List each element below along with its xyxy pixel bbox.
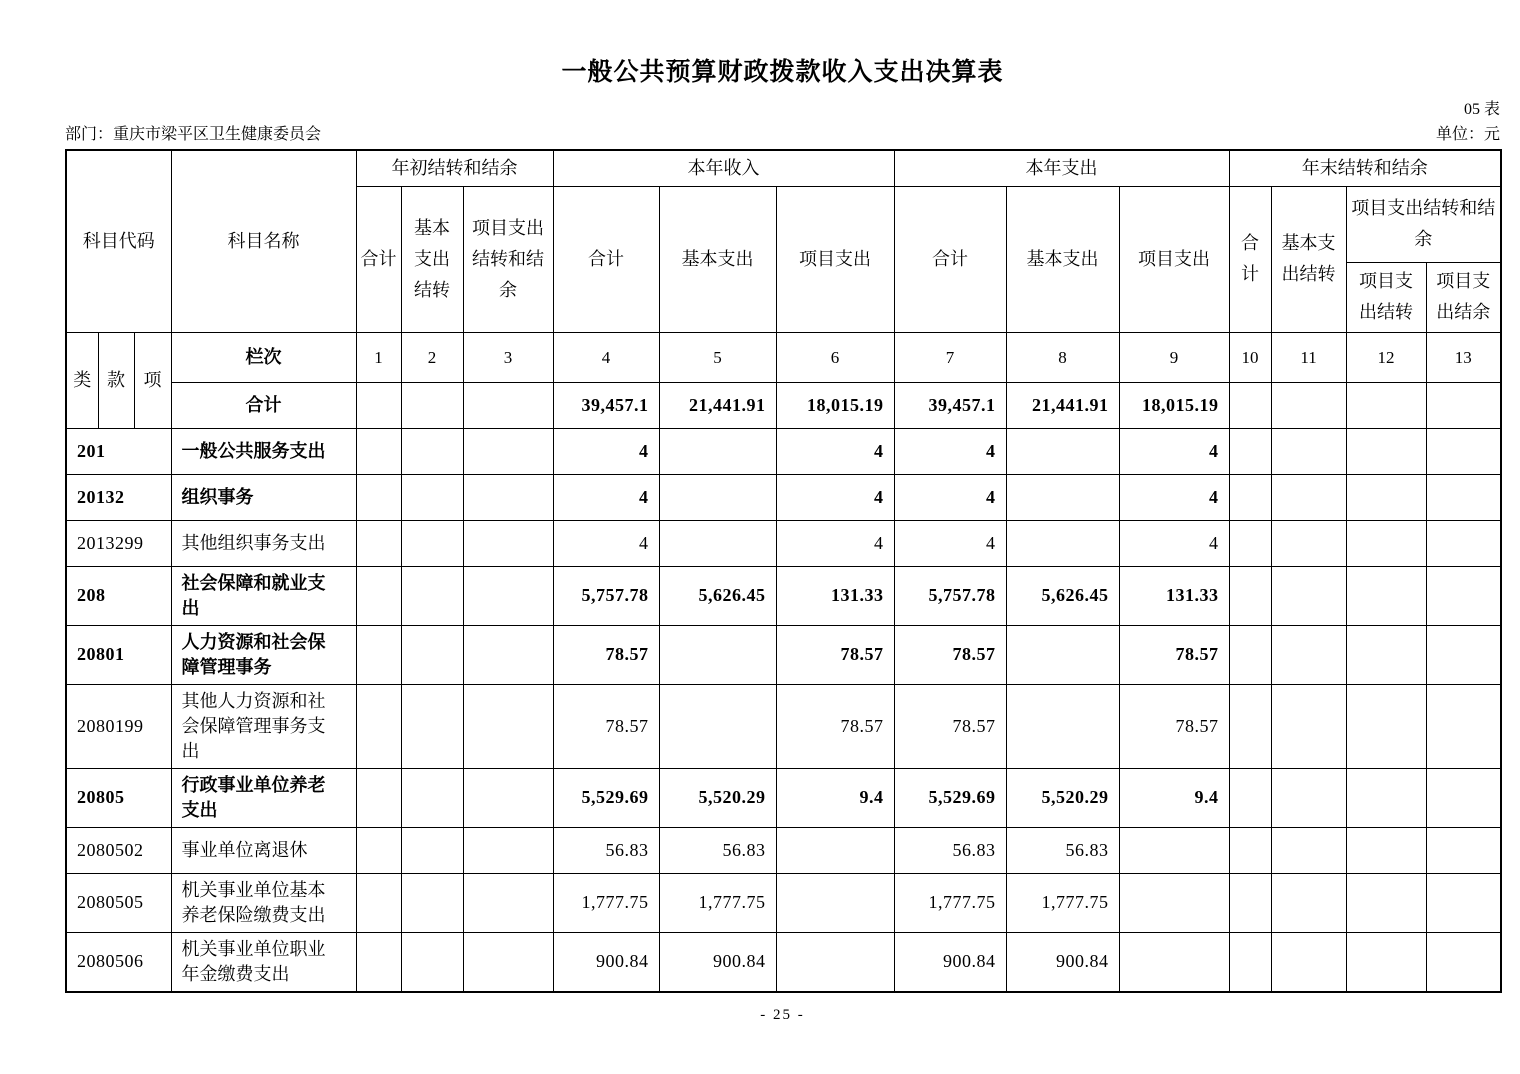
total-value-cell: 39,457.1 xyxy=(894,382,1006,428)
value-cell xyxy=(356,625,401,684)
subject-code-cell: 20132 xyxy=(66,474,171,520)
total-value-cell xyxy=(1271,382,1346,428)
value-cell: 4 xyxy=(1119,474,1229,520)
col-header-7: 合计 xyxy=(894,186,1006,332)
value-cell: 1,777.75 xyxy=(659,873,776,932)
col-number: 6 xyxy=(776,332,894,382)
value-cell xyxy=(356,684,401,768)
value-cell xyxy=(463,474,553,520)
value-cell: 5,529.69 xyxy=(894,768,1006,827)
value-cell: 4 xyxy=(776,520,894,566)
subject-name-cell: 一般公共服务支出 xyxy=(171,428,356,474)
code-part-kuan: 款 xyxy=(98,332,134,428)
table-body xyxy=(66,332,1501,992)
value-cell xyxy=(1346,566,1426,625)
total-value-cell xyxy=(1426,382,1501,428)
value-cell: 900.84 xyxy=(659,932,776,992)
value-cell xyxy=(1346,932,1426,992)
total-value-cell xyxy=(463,382,553,428)
value-cell xyxy=(463,827,553,873)
value-cell: 5,757.78 xyxy=(894,566,1006,625)
col-header-2: 基本支出结转 xyxy=(401,186,463,332)
value-cell xyxy=(1229,625,1271,684)
value-cell xyxy=(1346,428,1426,474)
value-cell xyxy=(356,428,401,474)
value-cell: 1,777.75 xyxy=(553,873,659,932)
table-header xyxy=(66,150,1501,332)
table-row xyxy=(66,625,1501,684)
value-cell xyxy=(1271,768,1346,827)
value-cell: 4 xyxy=(894,428,1006,474)
subject-code-cell: 2080506 xyxy=(66,932,171,992)
col-header-5: 基本支出 xyxy=(659,186,776,332)
value-cell: 131.33 xyxy=(1119,566,1229,625)
value-cell: 131.33 xyxy=(776,566,894,625)
table-row xyxy=(66,827,1501,873)
value-cell xyxy=(1229,827,1271,873)
value-cell xyxy=(1426,520,1501,566)
col-header-12: 项目支出结转 xyxy=(1346,262,1426,332)
col-number: 10 xyxy=(1229,332,1271,382)
col-header-9: 项目支出 xyxy=(1119,186,1229,332)
value-cell xyxy=(1006,474,1119,520)
value-cell: 4 xyxy=(776,474,894,520)
value-cell xyxy=(401,827,463,873)
subject-name-cell: 社会保障和就业支出 xyxy=(171,566,356,625)
subject-name-cell: 机关事业单位职业年金缴费支出 xyxy=(171,932,356,992)
col-header-8: 基本支出 xyxy=(1006,186,1119,332)
total-value-cell: 39,457.1 xyxy=(553,382,659,428)
value-cell xyxy=(659,428,776,474)
total-value-cell: 18,015.19 xyxy=(776,382,894,428)
group-begin-year: 年初结转和结余 xyxy=(356,150,553,186)
value-cell xyxy=(1271,827,1346,873)
value-cell: 5,520.29 xyxy=(1006,768,1119,827)
table-row xyxy=(66,428,1501,474)
value-cell xyxy=(401,625,463,684)
col-number: 5 xyxy=(659,332,776,382)
value-cell: 4 xyxy=(1119,520,1229,566)
value-cell: 4 xyxy=(894,520,1006,566)
value-cell xyxy=(401,428,463,474)
value-cell xyxy=(463,873,553,932)
value-cell: 1,777.75 xyxy=(894,873,1006,932)
table-row xyxy=(66,873,1501,932)
col-number: 3 xyxy=(463,332,553,382)
value-cell xyxy=(1426,932,1501,992)
subject-code-cell: 2013299 xyxy=(66,520,171,566)
value-cell xyxy=(1229,520,1271,566)
total-value-cell xyxy=(1229,382,1271,428)
total-row xyxy=(66,382,1501,428)
subject-name-cell: 人力资源和社会保障管理事务 xyxy=(171,625,356,684)
value-cell xyxy=(1426,428,1501,474)
col-number: 9 xyxy=(1119,332,1229,382)
col-header-4: 合计 xyxy=(553,186,659,332)
subject-name-header: 科目名称 xyxy=(171,150,356,332)
value-cell xyxy=(1426,684,1501,768)
value-cell: 78.57 xyxy=(1119,625,1229,684)
total-value-cell: 21,441.91 xyxy=(659,382,776,428)
subject-name-cell: 机关事业单位基本养老保险缴费支出 xyxy=(171,873,356,932)
subject-name-cell: 行政事业单位养老支出 xyxy=(171,768,356,827)
value-cell xyxy=(1271,625,1346,684)
value-cell xyxy=(1346,474,1426,520)
value-cell xyxy=(401,520,463,566)
value-cell: 5,626.45 xyxy=(659,566,776,625)
col-number: 4 xyxy=(553,332,659,382)
value-cell xyxy=(1229,873,1271,932)
value-cell: 900.84 xyxy=(894,932,1006,992)
col-header-1: 合计 xyxy=(356,186,401,332)
table-row xyxy=(66,474,1501,520)
subject-name-cell: 事业单位离退休 xyxy=(171,827,356,873)
value-cell: 900.84 xyxy=(1006,932,1119,992)
col-number: 1 xyxy=(356,332,401,382)
value-cell xyxy=(1346,520,1426,566)
value-cell xyxy=(1229,428,1271,474)
value-cell xyxy=(1426,768,1501,827)
value-cell xyxy=(776,873,894,932)
value-cell xyxy=(1229,932,1271,992)
value-cell xyxy=(463,768,553,827)
code-part-xiang: 项 xyxy=(134,332,171,428)
total-value-cell: 21,441.91 xyxy=(1006,382,1119,428)
value-cell xyxy=(356,827,401,873)
col-header-3: 项目支出结转和结余 xyxy=(463,186,553,332)
subgroup-project-carryover: 项目支出结转和结余 xyxy=(1346,186,1501,262)
value-cell xyxy=(1426,873,1501,932)
value-cell xyxy=(463,625,553,684)
total-value-cell xyxy=(1346,382,1426,428)
subject-name-cell: 组织事务 xyxy=(171,474,356,520)
table-row xyxy=(66,932,1501,992)
value-cell xyxy=(401,932,463,992)
value-cell: 9.4 xyxy=(1119,768,1229,827)
value-cell xyxy=(463,932,553,992)
total-value-cell xyxy=(356,382,401,428)
value-cell xyxy=(401,768,463,827)
subject-code-cell: 201 xyxy=(66,428,171,474)
value-cell xyxy=(463,566,553,625)
subject-code-header: 科目代码 xyxy=(66,150,171,332)
value-cell xyxy=(1229,684,1271,768)
page-title: 一般公共预算财政拨款收入支出决算表 xyxy=(561,58,1004,86)
value-cell xyxy=(776,827,894,873)
value-cell: 9.4 xyxy=(776,768,894,827)
value-cell xyxy=(401,873,463,932)
meta-row xyxy=(65,124,1500,146)
value-cell: 78.57 xyxy=(776,625,894,684)
group-year-income: 本年收入 xyxy=(553,150,894,186)
value-cell xyxy=(1346,684,1426,768)
value-cell: 4 xyxy=(553,520,659,566)
value-cell xyxy=(1229,566,1271,625)
table-row xyxy=(66,520,1501,566)
value-cell xyxy=(463,520,553,566)
value-cell xyxy=(1229,768,1271,827)
group-end-year: 年末结转和结余 xyxy=(1229,150,1501,186)
value-cell xyxy=(1229,474,1271,520)
page-number: - 25 - xyxy=(760,1006,805,1023)
value-cell xyxy=(1271,566,1346,625)
value-cell: 4 xyxy=(776,428,894,474)
value-cell xyxy=(1271,474,1346,520)
value-cell: 4 xyxy=(1119,428,1229,474)
value-cell xyxy=(1271,520,1346,566)
col-header-13: 项目支出结余 xyxy=(1426,262,1501,332)
value-cell xyxy=(1119,873,1229,932)
subject-code-cell: 208 xyxy=(66,566,171,625)
subject-code-cell: 2080505 xyxy=(66,873,171,932)
value-cell xyxy=(356,873,401,932)
value-cell xyxy=(1426,474,1501,520)
value-cell: 1,777.75 xyxy=(1006,873,1119,932)
total-value-cell xyxy=(401,382,463,428)
value-cell xyxy=(401,684,463,768)
value-cell xyxy=(1346,873,1426,932)
value-cell xyxy=(356,566,401,625)
value-cell: 5,626.45 xyxy=(1006,566,1119,625)
lanci-label: 栏次 xyxy=(171,332,356,382)
value-cell xyxy=(1426,625,1501,684)
group-year-expense: 本年支出 xyxy=(894,150,1229,186)
value-cell xyxy=(356,474,401,520)
value-cell: 78.57 xyxy=(894,684,1006,768)
value-cell xyxy=(463,684,553,768)
col-number: 12 xyxy=(1346,332,1426,382)
col-number: 13 xyxy=(1426,332,1501,382)
col-header-11: 基本支出结转 xyxy=(1271,186,1346,332)
col-number: 11 xyxy=(1271,332,1346,382)
value-cell: 4 xyxy=(894,474,1006,520)
code-part-lei: 类 xyxy=(66,332,98,428)
value-cell xyxy=(463,428,553,474)
subject-code-cell: 2080199 xyxy=(66,684,171,768)
header-group-row xyxy=(66,150,1501,186)
value-cell: 78.57 xyxy=(1119,684,1229,768)
subject-code-cell: 20801 xyxy=(66,625,171,684)
value-cell: 56.83 xyxy=(659,827,776,873)
value-cell xyxy=(1271,428,1346,474)
table-row xyxy=(66,566,1501,625)
value-cell: 5,757.78 xyxy=(553,566,659,625)
col-number: 2 xyxy=(401,332,463,382)
value-cell xyxy=(1426,566,1501,625)
value-cell xyxy=(356,520,401,566)
col-header-10: 合计 xyxy=(1229,186,1271,332)
value-cell: 78.57 xyxy=(553,625,659,684)
value-cell xyxy=(1119,932,1229,992)
value-cell: 4 xyxy=(553,428,659,474)
subject-name-cell: 其他组织事务支出 xyxy=(171,520,356,566)
value-cell xyxy=(1346,768,1426,827)
value-cell xyxy=(356,768,401,827)
value-cell xyxy=(1006,520,1119,566)
value-cell: 78.57 xyxy=(776,684,894,768)
value-cell xyxy=(776,932,894,992)
value-cell xyxy=(659,474,776,520)
value-cell xyxy=(1426,827,1501,873)
value-cell xyxy=(1271,932,1346,992)
value-cell: 56.83 xyxy=(1006,827,1119,873)
value-cell xyxy=(356,932,401,992)
value-cell xyxy=(1006,625,1119,684)
col-header-6: 项目支出 xyxy=(776,186,894,332)
col-number: 7 xyxy=(894,332,1006,382)
total-value-cell: 18,015.19 xyxy=(1119,382,1229,428)
value-cell xyxy=(1346,827,1426,873)
value-cell xyxy=(1006,684,1119,768)
value-cell: 78.57 xyxy=(553,684,659,768)
value-cell: 56.83 xyxy=(894,827,1006,873)
budget-table xyxy=(65,149,1502,993)
value-cell: 4 xyxy=(553,474,659,520)
department-label: 部门：重庆市梁平区卫生健康委员会 xyxy=(65,126,322,143)
value-cell xyxy=(401,566,463,625)
value-cell: 78.57 xyxy=(894,625,1006,684)
col-number: 8 xyxy=(1006,332,1119,382)
value-cell xyxy=(1271,873,1346,932)
value-cell xyxy=(1346,625,1426,684)
value-cell: 900.84 xyxy=(553,932,659,992)
table-number: 05 表 xyxy=(1463,101,1500,118)
value-cell: 5,529.69 xyxy=(553,768,659,827)
value-cell xyxy=(659,625,776,684)
subject-code-cell: 2080502 xyxy=(66,827,171,873)
value-cell xyxy=(1119,827,1229,873)
total-label: 合计 xyxy=(171,382,356,428)
value-cell: 5,520.29 xyxy=(659,768,776,827)
value-cell xyxy=(401,474,463,520)
subject-name-cell: 其他人力资源和社会保障管理事务支出 xyxy=(171,684,356,768)
column-index-row xyxy=(66,332,1501,382)
value-cell xyxy=(659,684,776,768)
subject-code-cell: 20805 xyxy=(66,768,171,827)
value-cell: 56.83 xyxy=(553,827,659,873)
table-row xyxy=(66,768,1501,827)
table-row xyxy=(66,684,1501,768)
value-cell xyxy=(1006,428,1119,474)
value-cell xyxy=(659,520,776,566)
unit-label: 单位：元 xyxy=(1435,126,1500,143)
value-cell xyxy=(1271,684,1346,768)
